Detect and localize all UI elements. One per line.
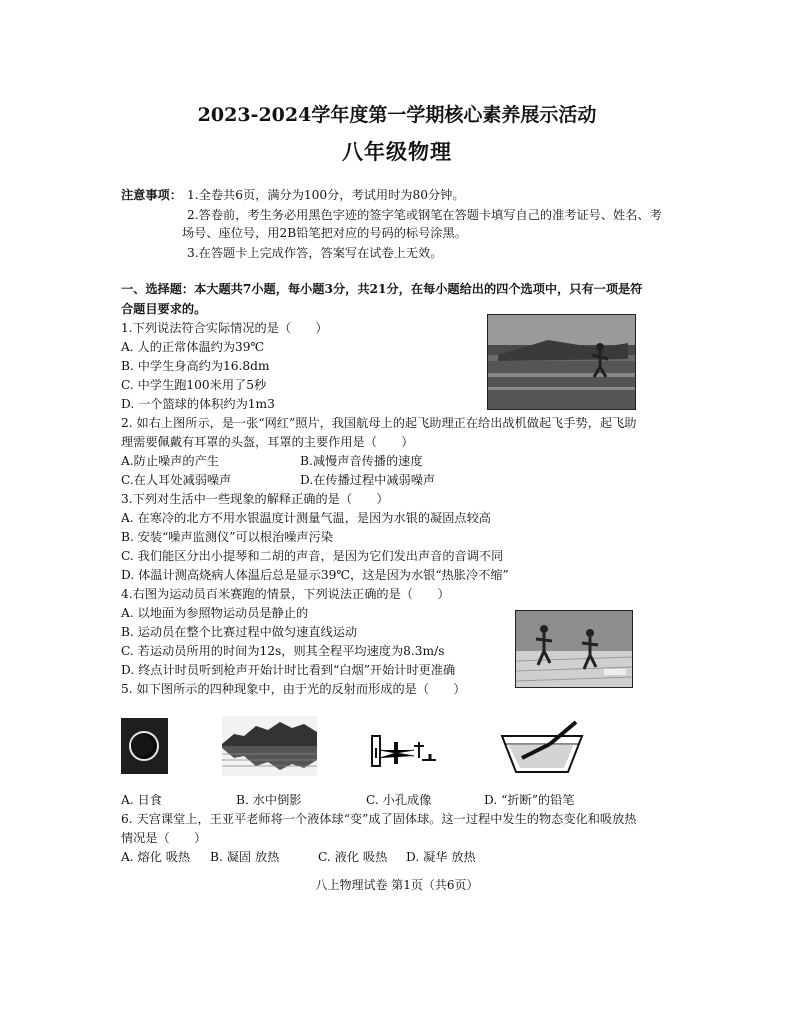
- q2-option-b: B.减慢声音传播的速度: [300, 454, 423, 468]
- notice-item-2-cont: 场号、座位号，用2B铅笔把对应的号码的标号涂黑。: [182, 226, 467, 240]
- q2-option-c: C.在人耳处减弱噪声: [121, 473, 232, 487]
- q1-stem: 1.下列说法符合实际情况的是（ ）: [121, 321, 328, 335]
- q5-stem: 5. 如下图所示的四种现象中，由于光的反射而形成的是（ ）: [121, 682, 466, 696]
- section1-heading-cont: 合题目要求的。: [121, 302, 207, 316]
- q6-stem: 6. 天宫课堂上，王亚平老师将一个液体球“变”成了固体球。这一过程中发生的物态变化和吸放热: [121, 812, 637, 826]
- carrier-deck-photo: [487, 314, 636, 410]
- q5-option-b: B. 水中倒影: [236, 793, 302, 807]
- q6-option-c: C. 液化 吸热: [318, 850, 388, 864]
- q3-option-a: A. 在寒冷的北方不用水银温度计测量气温，是因为水银的凝固点较高: [121, 511, 491, 525]
- q2-stem: 2. 如右上图所示，是一张“网红”照片，我国航母上的起飞助理正在给出战机做起飞手势，起飞助: [121, 416, 637, 430]
- q4-option-c: C. 若运动员所用的时间为12s，则其全程平均速度为8.3m/s: [121, 644, 445, 658]
- notice-item-1: 1.全卷共6页，满分为100分，考试用时为80分钟。: [187, 188, 465, 202]
- q6-stem-cont: 情况是（ ）: [121, 831, 207, 845]
- subject-title: 八年级物理: [342, 139, 452, 164]
- q5-option-c: C. 小孔成像: [366, 793, 432, 807]
- notice-item-2: 2.答卷前，考生务必用黑色字迹的签字笔或钢笔在答题卡填写自己的准考证号、姓名、考: [187, 208, 662, 222]
- q1-option-a: A. 人的正常体温约为39℃: [121, 340, 265, 354]
- solar-eclipse-figure: [121, 718, 168, 774]
- pinhole-imaging-figure: [370, 728, 440, 774]
- q1-option-b: B. 中学生身高约为16.8dm: [121, 359, 270, 373]
- q4-stem: 4.右图为运动员百米赛跑的情景，下列说法正确的是（ ）: [121, 587, 450, 601]
- q3-option-c: C. 我们能区分出小提琴和二胡的声音，是因为它们发出声音的音调不同: [121, 549, 504, 563]
- q1-option-c: C. 中学生跑100米用了5秒: [121, 378, 267, 392]
- q4-option-a: A. 以地面为参照物运动员是静止的: [121, 606, 309, 620]
- q2-option-a: A.防止噪声的产生: [121, 454, 219, 468]
- notice-label: 注意事项：: [121, 188, 182, 202]
- q6-option-b: B. 凝固 放热: [210, 850, 280, 864]
- bent-pencil-figure: [498, 718, 586, 778]
- q3-option-d: D. 体温计测高烧病人体温后总是显示39℃，这是因为水银“热胀冷不缩”: [121, 568, 509, 582]
- q4-option-d: D. 终点计时员听到枪声开始计时比看到“白烟”开始计时更准确: [121, 663, 456, 677]
- q5-option-d: D. “折断”的铅笔: [484, 793, 575, 807]
- q6-option-d: D. 凝华 放热: [406, 850, 476, 864]
- q1-option-d: D. 一个篮球的体积约为1m3: [121, 397, 275, 411]
- q3-stem: 3.下列对生活中一些现象的解释正确的是（ ）: [121, 492, 389, 506]
- q6-option-a: A. 熔化 吸热: [121, 850, 191, 864]
- sprint-photo: [515, 610, 633, 688]
- section1-heading: 一、选择题：本大题共7小题，每小题3分，共21分，在每小题给出的四个选项中，只有一项是符: [121, 282, 643, 296]
- water-reflection-figure: [222, 716, 317, 776]
- page-footer: 八上物理试卷 第1页（共6页）: [315, 878, 479, 892]
- notice-item-3: 3.在答题卡上完成作答，答案写在试卷上无效。: [187, 246, 443, 260]
- q5-option-a: A. 日食: [121, 793, 162, 807]
- q2-option-d: D.在传播过程中减弱噪声: [300, 473, 436, 487]
- q2-stem-cont: 理需要佩戴有耳罩的头盔，耳罩的主要作用是（ ）: [121, 435, 414, 449]
- exam-title: 2023-2024学年度第一学期核心素养展示活动: [197, 104, 597, 126]
- q4-option-b: B. 运动员在整个比赛过程中做匀速直线运动: [121, 625, 358, 639]
- q3-option-b: B. 安装“噪声监测仪”可以根治噪声污染: [121, 530, 333, 544]
